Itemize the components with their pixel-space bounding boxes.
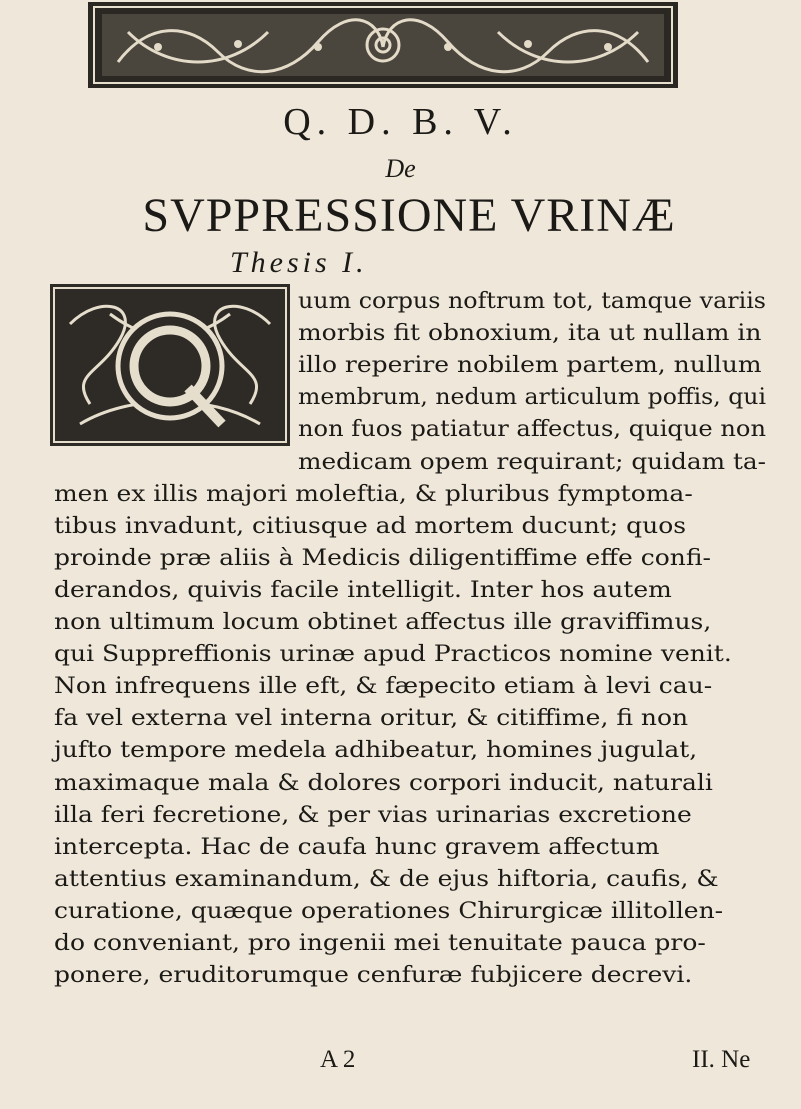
text-line: curatione, quæque operationes Chirurgicæ illitollen- [54, 897, 724, 924]
text-line: qui Suppreffionis urinæ apud Practicos nomine venit. [54, 641, 732, 668]
decorated-initial-icon [50, 284, 290, 446]
text-line: non fuos patiatur affectus, quique non [298, 416, 766, 443]
headpiece-ornament-icon [88, 2, 678, 88]
text-line: Non infrequens ille eft, & fæpecito etiam à levi cau- [54, 673, 713, 700]
text-line: jufto tempore medela adhibeatur, homines jugulat, [54, 737, 698, 764]
catchword: II. Ne [692, 1046, 751, 1073]
text-line: men ex illis majori moleftia, & pluribus fymptoma- [54, 480, 693, 507]
text-line: membrum, nedum articulum poffis, qui [298, 384, 766, 411]
text-line: intercepta. Hac de caufa hunc gravem affectum [54, 833, 660, 860]
motto: Q. D. B. V. [283, 101, 518, 143]
text-line: ponere, eruditorumque cenfuræ fubjicere decrevi. [54, 962, 693, 989]
signature-mark: A 2 [320, 1046, 356, 1073]
text-line: fa vel externa vel interna oritur, & citiffime, fi non [54, 705, 689, 732]
text-line: uum corpus noftrum tot, tamque variis [298, 288, 766, 314]
thesis-heading: Thesis I. [230, 246, 368, 279]
text-line: morbis fit obnoxium, ita ut nullam in [298, 320, 762, 347]
text-line: proinde præ aliis à Medicis diligentiffime effe confi- [54, 544, 711, 571]
text-line: tibus invadunt, citiusque ad mortem ducunt; quos [54, 512, 687, 539]
text-line: illa feri fecretione, & per vias urinarias excretione [54, 801, 692, 828]
text-line: non ultimum locum obtinet affectus ille graviffimus, [54, 609, 712, 635]
text-line: maximaque mala & dolores corpori inducit, naturali [54, 769, 713, 796]
text-line: derandos, quivis facile intelligit. Inter hos autem [54, 576, 672, 603]
page-title: SVPPRESSIONE VRINÆ [142, 189, 676, 242]
text-line: do conveniant, pro ingenii mei tenuitate pauca pro- [54, 930, 706, 956]
text-line: medicam opem requirant; quidam ta- [298, 448, 766, 475]
de-heading: De [385, 154, 416, 183]
text-line: attentius examinandum, & de ejus hiftoria, caufis, & [54, 865, 719, 892]
text-line: illo reperire nobilem partem, nullum [298, 352, 762, 379]
